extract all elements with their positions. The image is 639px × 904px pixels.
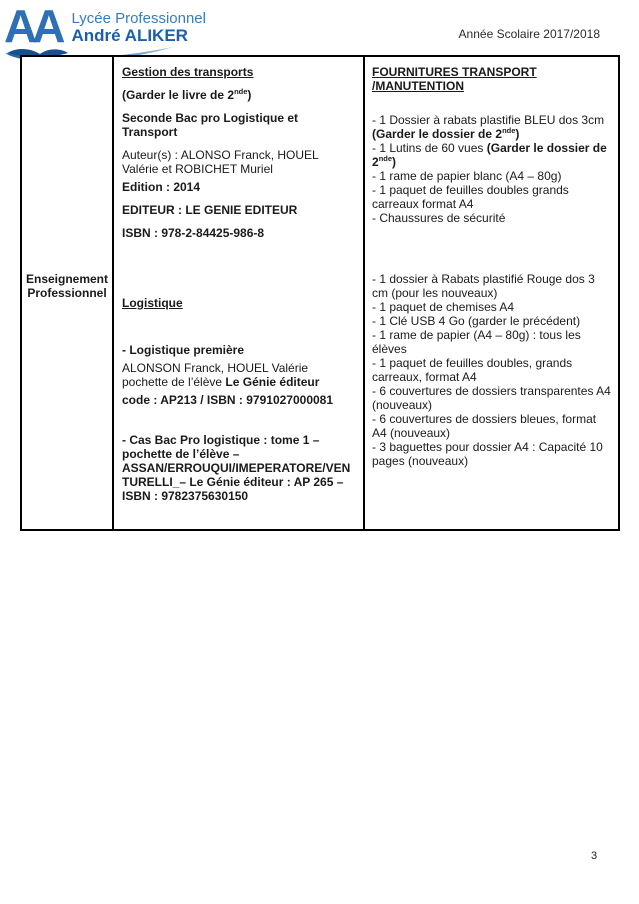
supplies-table [20, 55, 620, 531]
supply-item: - 6 couvertures de dossiers bleues, format A4 (nouveaux) [372, 412, 597, 440]
book-section1-publisher: EDITEUR : LE GENIE EDITEUR [122, 203, 298, 217]
supply-item: - 1 paquet de feuilles doubles, grands carreaux, format A4 [372, 356, 573, 384]
book2-reference: - Cas Bac Pro logistique : tome 1 – pochette de l’élève – ASSAN/ERROUQUI/IMEPERATORE/VENTURELLI_– Le Génie éditeur : AP 265 – ISBN : 9782375630150 [122, 433, 351, 503]
book-section1-isbn: ISBN : 978-2-84425-986-8 [122, 226, 265, 240]
book-section1-title: Gestion des transports [122, 65, 254, 79]
logo-row [4, 0, 206, 52]
row-label: Enseignement Professionnel [25, 272, 109, 300]
logo-text [71, 8, 206, 44]
supply-item: - 6 couvertures de dossiers transparentes A4 (nouveaux) [372, 384, 611, 412]
supply-item: - 1 rame de papier (A4 – 80g) : tous les élèves [372, 328, 581, 356]
supply-item: - 3 baguettes pour dossier A4 : Capacité 10 pages (nouveaux) [372, 440, 603, 468]
books-cell [114, 57, 365, 529]
keep-note-pre: (Garder le livre de 2 [122, 88, 235, 102]
supplies-title-line1: FOURNITURES TRANSPORT [372, 65, 537, 79]
supply-item: - 1 rame de papier blanc (A4 – 80g) [372, 169, 562, 183]
book-section1-edition: Edition : 2014 [122, 180, 201, 194]
book-section2-title: Logistique [122, 296, 183, 310]
item1-keep-note: (Garder le dossier de 2nde) [372, 126, 520, 141]
supply-item: - 1 paquet de feuilles doubles grands carreaux format A4 [372, 183, 569, 211]
item2-keep-note: (Garder le dossier de 2nde) [372, 141, 607, 169]
page-number: 3 [591, 850, 598, 862]
supplies-section1-title [372, 65, 612, 93]
school-year-label: Année Scolaire 2017/2018 [458, 27, 600, 41]
supplies-list-1 [372, 113, 612, 225]
book-section1-keep-note [122, 88, 355, 102]
item1-text: - 1 Dossier à rabats plastifie BLEU dos 3cm [372, 113, 605, 127]
keep-note-post: ) [247, 88, 252, 102]
keep-note-sup: nde [234, 87, 248, 96]
item2-text: - 1 Lutins de 60 vues [372, 141, 487, 155]
supply-item: - Chaussures de sécurité [372, 211, 506, 225]
logo-monogram-icon: AA [4, 0, 61, 52]
book1-authors [122, 361, 355, 389]
supplies-title-line2: /MANUTENTION [372, 79, 464, 93]
supply-item [372, 141, 612, 169]
book1-publisher: Le Génie éditeur [225, 375, 320, 389]
supply-item: - 1 Clé USB 4 Go (garder le précédent) [372, 314, 581, 328]
book1-authors-text: ALONSON Franck, HOUEL Valérie pochette de l’élève [122, 361, 309, 389]
supply-item [372, 113, 612, 141]
supplies-cell [365, 57, 618, 529]
row-label-cell [22, 57, 114, 529]
book1-code: code : AP213 / ISBN : 9791027000081 [122, 393, 334, 407]
supply-item: - 1 dossier à Rabats plastifié Rouge dos 3 cm (pour les nouveaux) [372, 272, 595, 300]
logo-school-type: Lycée Professionnel [71, 10, 206, 27]
logo-school-name: André ALIKER [71, 26, 188, 45]
supplies-list-2 [372, 272, 612, 468]
supply-item: - 1 paquet de chemises A4 [372, 300, 515, 314]
book-section1-authors: Auteur(s) : ALONSO Franck, HOUEL Valérie et ROBICHET Muriel [122, 148, 319, 176]
book-section1-level: Seconde Bac pro Logistique et Transport [122, 111, 299, 139]
book1-title: - Logistique première [122, 343, 245, 357]
